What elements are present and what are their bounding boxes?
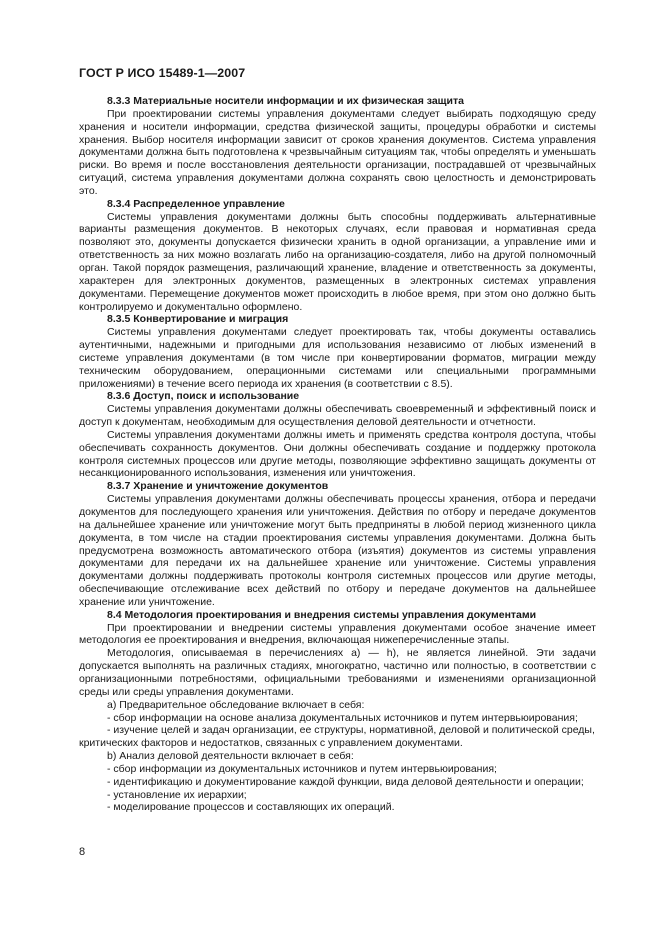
- section-8-3-3: [79, 95, 596, 198]
- list-item: a) Предварительное обследование включает в себя:: [107, 698, 365, 711]
- section-8-3-4: [79, 198, 596, 314]
- section-heading: 8.3.6 Доступ, поиск и использование: [107, 390, 300, 403]
- methodology-list: [79, 699, 596, 815]
- section-8-3-6: [79, 390, 596, 480]
- list-item: - идентификацию и документирование каждой функции, вида деловой деятельности и операции;: [107, 775, 584, 788]
- list-item: - установление их иерархии;: [107, 788, 247, 801]
- paragraph: Системы управления документами должны обеспечивать процессы хранения, отбора и передачи документов для последующего хранения или уничтожения. Действия по отбору и передаче документов на дальнейшее хранение или уничтожение могут быть предприняты в любой период жизненного цикла документа, в том числе на стадии проектирования системы управления документами. Должна быть предусмотрена возможность автоматического отбора (изъятия) документов из системы управления документами для передачи их на дальнейшее хранение или уничтожение. Системы управления документами должны поддерживать протоколы контроля системных процессов или другие методы, обеспечивающие отслеживание всех действий по отбору и передаче документов на дальнейшее хранение или уничтожение.: [79, 493, 596, 608]
- document-header: ГОСТ Р ИСО 15489-1—2007: [79, 66, 246, 80]
- section-heading: 8.3.4 Распределенное управление: [107, 197, 285, 210]
- section-heading: 8.3.7 Хранение и уничтожение документов: [107, 480, 329, 493]
- list-item: - изучение целей и задач организации, ее структуры, нормативной, деловой и политической среды, критических факторов и недостатков, связанных с управлением документами.: [79, 724, 595, 750]
- paragraph: Системы управления документами должны иметь и применять средства контроля доступа, чтобы обеспечивать сохранность документов. Они должны обеспечивать создание и поддержку протокола контроля системных процессов или другие методы, позволяющие эффективно защищать документы от несанкционированного использования, изменения или уничтожения.: [79, 428, 596, 480]
- paragraph: При проектировании и внедрении системы управления документами особое значение имеет методология ее проектирования и внедрения, включающая нижеперечисленные этапы.: [79, 621, 596, 647]
- list-item: - моделирование процессов и составляющих их операций.: [107, 801, 395, 814]
- paragraph: Системы управления документами следует проектировать так, чтобы документы оставались аутентичными, надежными и пригодными для использования независимо от любых изменений в системе управления документами (в том числе при конвертировании форматов, миграции между техническим оборудованием, операционными системами или специальными программными приложениями) в течение всего периода их хранения (в соответствии с 8.5).: [79, 326, 596, 390]
- list-item: - сбор информации на основе анализа документальных источников и путем интервьюирования;: [107, 711, 578, 724]
- section-heading: 8.3.3 Материальные носители информации и их физическая защита: [107, 95, 464, 107]
- paragraph: При проектировании системы управления документами следует выбирать подходящую среду хранения и носители информации, средства физической защиты, процедуры обработки и системы хранения. Выбор носителя информации зависит от сроков хранения документов. Система управления документами должна быть подготовлена к чрезвычайным ситуациям так, чтобы определять и уменьшать риски. Во время и после восстановления деятельности организации, пострадавшей от чрезвычайных ситуаций, система управления документами должна сохранять свою целостность и демонстрировать это.: [79, 107, 596, 197]
- section-heading: 8.4 Методология проектирования и внедрения системы управления документами: [107, 608, 537, 621]
- section-8-3-5: [79, 313, 596, 390]
- paragraph: Системы управления документами должны быть способны поддерживать альтернативные варианты размещения документов. В некоторых случаях, если правовая и нормативная среда позволяют это, документы допускается физически хранить в одной организации, а управление ими и ответственность за них можно возлагать либо на организацию-создателя, либо на другой полномочный орган. Такой порядок размещения, различающий хранение, владение и ответственность за документы, характерен для электронных документов, размещенных в электронных системах управления документами. Перемещение документов может происходить в любое время, при этом оно должно быть контролируемо и документально оформлено.: [79, 210, 596, 313]
- section-8-4: [79, 609, 596, 699]
- page-number: 8: [79, 846, 86, 858]
- list-item: b) Анализ деловой деятельности включает в себя:: [107, 750, 354, 763]
- list-item: - сбор информации из документальных источников и путем интервьюирования;: [107, 762, 497, 775]
- paragraph: Системы управления документами должны обеспечивать своевременный и эффективный поиск и доступ к документам, необходимым для осуществления деловой деятельности и отчетности.: [79, 403, 596, 429]
- paragraph: Методология, описываемая в перечислениях а) — h), не является линейной. Эти задачи допускается выполнять на различных стадиях, многократно, частично или полностью, в соответствии с организационными потребностями, официальными требованиями и изменениями организационной среды или среды управления документами.: [79, 647, 596, 698]
- document-body: [79, 95, 596, 814]
- section-8-3-7: [79, 480, 596, 608]
- section-heading: 8.3.5 Конвертирование и миграция: [107, 313, 289, 326]
